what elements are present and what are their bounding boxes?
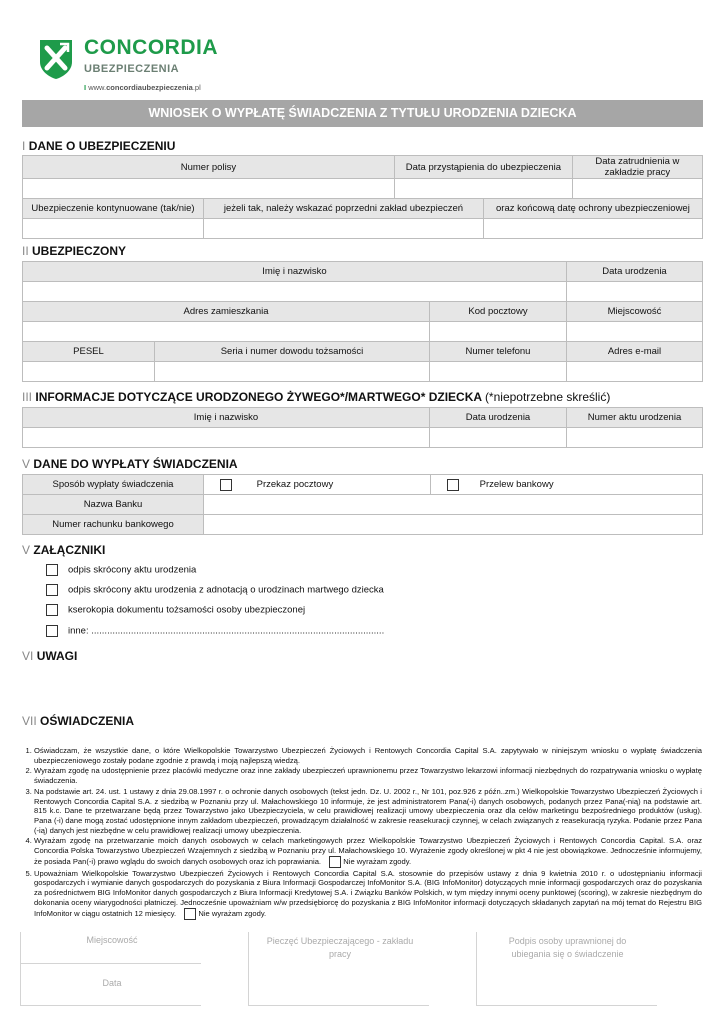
attachment-item-3[interactable]: [46, 604, 305, 616]
section-number: I: [22, 139, 26, 153]
col-address: Adres zamieszkania: [23, 302, 430, 322]
remarks-field[interactable]: [22, 666, 703, 706]
bank-transfer-checkbox[interactable]: [447, 479, 459, 491]
section-title: DANE O UBEZPIECZENIU: [28, 139, 176, 153]
declaration-4-text: Wyrażam zgodę na przetwarzanie moich danych osobowych w celach marketingowych przez Wielkopolskie Towarzystwo Ubezpieczeń Życiowych i Rentowych Concordia Capital. S.A. oraz Concordia Polska Towarzystwo Ubezpieczeń Wzajemnych z siedzibą w Poznaniu przy ul. Małachowskiego 10. Wyrażenie zgody określonej w pkt 4 nie jest obowiązkowe. Jednocześnie informujemy, że posiada Pan(-i) prawo wglądu do swoich danych osobowych oraz ich poprawiania.: [34, 836, 702, 866]
stamp-signature-field[interactable]: Pieczęć Ubezpieczającego - zakładu pracy: [266, 936, 414, 959]
attachment-item-4[interactable]: [46, 625, 384, 637]
join-date-field[interactable]: [394, 179, 572, 199]
sig-line-mid-v: [248, 932, 249, 1006]
col-child-birth-date: Data urodzenia: [430, 408, 567, 428]
declaration-2: 2. Wyrażam zgodę na udostępnienie przez placówki medyczne oraz inne zakłady ubezpieczeń uprawnionemu przez Towarzystwo lekarzowi informacji niezbędnych do rozpatrywania wniosku o wypłatę świadczenia.: [34, 766, 702, 785]
sig-line-left-v: [20, 932, 21, 1006]
email-field[interactable]: [567, 362, 703, 382]
declaration-3: 3. Na podstawie art. 24. ust. 1 ustawy z dnia 29.08.1997 r. o ochronie danych osobowych (tekst jedn. Dz. U. 2002 r., Nr 101, poz.926 z późn..zm.) Wielkopolskie Towarzystwo Ubezpieczeń Życiowych i Rentowych Concordia Capital S.A. z siedzibą w Poznaniu przy ul. Małachowskiego 10 informuje, że jest administratorem Pana(-i) danych osobowych, podanych przez Pana(-nią) na podstawie art. 815 k.c. Dane te przetwarzane będą przez Towarzystwo jako Ubezpieczyciela, w celu prawidłowej realizacji umowy ubezpieczenia oraz dla celów marketingu bezpośredniego produktów (usług). Pana (-i) dane mogą zostać udostępnione innym zakładom ubezpieczeń, prowadzącym działalność w zakresie reasekuracji czynnej, w celach związanych z reasekuracją ryzyka. Podanie przez Pana (-ią) danych jest niezbędne w celu prawidłowej realizacji umowy ubezpieczenia.: [34, 787, 702, 836]
account-number-field[interactable]: [204, 515, 703, 535]
section-attachments-heading: [22, 543, 105, 557]
section-title: UWAGI: [36, 649, 78, 663]
account-number-label: Numer rachunku bankowego: [23, 515, 204, 535]
bank-transfer-option[interactable]: [431, 475, 703, 495]
sig-line-right-v: [476, 932, 477, 1006]
section-number: III: [22, 390, 33, 404]
child-name-field[interactable]: [23, 428, 430, 448]
attachment-label: odpis skrócony aktu urodzenia z adnotacją o urodzinach martwego dziecka: [68, 584, 384, 596]
section-6-heading: [22, 649, 77, 663]
declaration-5: [34, 869, 702, 920]
no-consent-label-5: Nie wyrażam zgody.: [198, 908, 267, 918]
section-payment-heading: [22, 457, 238, 471]
col-employment-date: Data zatrudnienia w zakładzie pracy: [572, 156, 702, 179]
full-name-field[interactable]: [23, 282, 567, 302]
attachment-item-2[interactable]: [46, 584, 384, 596]
sig-line-left-h2: [20, 1005, 201, 1006]
section-title: INFORMACJE DOTYCZĄCE URODZONEGO ŻYWEGO*/MARTWEGO* DZIECKA: [35, 390, 482, 404]
col-join-date: Data przystąpienia do ubezpieczenia: [394, 156, 572, 179]
section-2-heading: [22, 244, 126, 258]
col-continued: Ubezpieczenie kontynuowane (tak/nie): [23, 199, 204, 219]
previous-insurer-field[interactable]: [204, 219, 484, 239]
payment-method-label: Sposób wypłaty świadczenia: [23, 475, 204, 495]
section-1-heading: [22, 139, 175, 153]
website-url: [84, 83, 201, 92]
postal-order-checkbox[interactable]: [220, 479, 232, 491]
postal-code-field[interactable]: [430, 322, 567, 342]
section-number: II: [22, 244, 29, 258]
url-suffix: .pl: [192, 83, 201, 92]
url-separator: I: [84, 83, 87, 92]
attachment-checkbox[interactable]: [46, 584, 58, 596]
brand-name: CONCORDIA: [84, 36, 218, 59]
bank-name-field[interactable]: [204, 495, 703, 515]
col-city: Miejscowość: [567, 302, 703, 322]
section-number: V: [22, 457, 31, 471]
bank-name-label: Nazwa Banku: [23, 495, 204, 515]
sig-line-left-h1: [20, 963, 201, 964]
col-phone: Numer telefonu: [430, 342, 567, 362]
section-number: VII: [22, 714, 37, 728]
continued-field[interactable]: [23, 219, 204, 239]
phone-field[interactable]: [430, 362, 567, 382]
no-consent-checkbox-5[interactable]: [184, 908, 196, 920]
attachment-label: kserokopia dokumentu tożsamości osoby ubezpieczonej: [68, 604, 306, 616]
attachment-checkbox[interactable]: [46, 625, 58, 637]
postal-order-option[interactable]: [204, 475, 431, 495]
col-email: Adres e-mail: [567, 342, 703, 362]
no-consent-checkbox-4[interactable]: [329, 856, 341, 868]
declaration-5-text: Upoważniam Wielkopolskie Towarzystwo Ubezpieczeń Życiowych i Rentowych Concordia Capital S.A. stosownie do przepisów ustawy z dnia 9 kwietnia 2010 r. o udostępnianiu informacji gospodarczych i wymianie danych gospodarczych do pozyskania z Biura Informacji Gospodarczej InfoMonitor S.A. (BIG InfoMonitor) dotyczących mnie informacji gospodarczych oraz do pozyskania za pośrednictwem BIG InfoMonitor danych gospodarczych z Biura Informacji Kredytowej S.A. i Związku Banków Polskich, w tym między innymi oceny punktowej (scoring), w zakresie niezbędnym do dokonania oceny wiarygodności płatniczej. Jednocześnie upoważniam w/w przedsiębiorcę do pozyskania z BIG InfoMonitor informacji dotyczących składanych zapytań na mój temat do Rejestru BIG InfoMonitor w ciągu ostatnich 12 miesięcy.: [34, 868, 702, 918]
address-field[interactable]: [23, 322, 430, 342]
declaration-1: 1. Oświadczam, że wszystkie dane, o które Wielkopolskie Towarzystwo Ubezpieczeń Życiowych i Rentowych Concordia Capital S.A. zapytywało w niniejszym wniosku o wypłatę świadczenia ubezpieczeniowego zostały podane zgodnie z prawdą i moją najlepszą wiedzą.: [34, 746, 702, 765]
child-table: [22, 407, 703, 448]
section-3-heading: [22, 390, 610, 404]
col-end-date: oraz końcową datę ochrony ubezpieczeniowej: [483, 199, 702, 219]
end-date-field[interactable]: [483, 219, 702, 239]
col-previous-insurer: jeżeli tak, należy wskazać poprzedni zakład ubezpieczeń: [204, 199, 484, 219]
section-note: (*niepotrzebne skreślić): [484, 390, 611, 404]
city-field[interactable]: [567, 322, 703, 342]
sig-line-mid-h: [248, 1005, 429, 1006]
date-signature-field[interactable]: Data: [102, 978, 122, 988]
child-birth-date-field[interactable]: [430, 428, 567, 448]
sig-line-right-h: [476, 1005, 657, 1006]
form-title: WNIOSEK O WYPŁATĘ ŚWIADCZENIA Z TYTUŁU URODZENIA DZIECKA: [22, 100, 703, 127]
col-birth-date: Data urodzenia: [567, 262, 703, 282]
section-title: OŚWIADCZENIA: [40, 714, 135, 728]
section-number: V: [22, 543, 31, 557]
section-title: DANE DO WYPŁATY ŚWIADCZENIA: [33, 457, 238, 471]
place-signature-field[interactable]: Miejscowość: [86, 935, 138, 945]
attachment-label: inne: ...............................................................................................................: [68, 625, 385, 637]
no-consent-label-4: Nie wyrażam zgody.: [343, 856, 412, 866]
attachment-checkbox[interactable]: [46, 564, 58, 576]
col-child-name: Imię i nazwisko: [23, 408, 430, 428]
section-title: UBEZPIECZONY: [32, 244, 127, 258]
attachment-checkbox[interactable]: [46, 604, 58, 616]
attachment-label: odpis skrócony aktu urodzenia: [68, 564, 197, 576]
bank-transfer-label: Przelew bankowy: [479, 479, 554, 491]
declarations: [22, 746, 702, 921]
col-full-name: Imię i nazwisko: [23, 262, 567, 282]
company-logo: [38, 38, 74, 80]
col-postal-code: Kod pocztowy: [430, 302, 567, 322]
url-prefix: www.: [88, 83, 107, 92]
section-number: VI: [22, 649, 34, 663]
postal-order-label: Przekaz pocztowy: [256, 479, 334, 491]
col-pesel: PESEL: [23, 342, 155, 362]
employment-date-field[interactable]: [572, 179, 702, 199]
brand-subtitle: UBEZPIECZENIA: [84, 63, 180, 75]
birth-certificate-field[interactable]: [567, 428, 703, 448]
col-birth-certificate: Numer aktu urodzenia: [567, 408, 703, 428]
section-title: ZAŁĄCZNIKI: [33, 543, 106, 557]
section-7-heading: [22, 714, 134, 728]
col-policy-number: Numer polisy: [23, 156, 395, 179]
url-domain: concordiaubezpieczenia: [106, 83, 193, 92]
declaration-4: [34, 836, 702, 867]
insured-table: [22, 261, 703, 382]
authorized-signature-field[interactable]: Podpis osoby uprawnionej do ubiegania się o świadczenie: [508, 936, 627, 959]
policy-number-field[interactable]: [23, 179, 395, 199]
attachment-item-1[interactable]: [46, 564, 196, 576]
insurance-data-table: [22, 155, 703, 239]
id-number-field[interactable]: [155, 362, 430, 382]
col-id-number: Seria i numer dowodu tożsamości: [155, 342, 430, 362]
birth-date-field[interactable]: [567, 282, 703, 302]
payment-table: [22, 474, 703, 535]
pesel-field[interactable]: [23, 362, 155, 382]
